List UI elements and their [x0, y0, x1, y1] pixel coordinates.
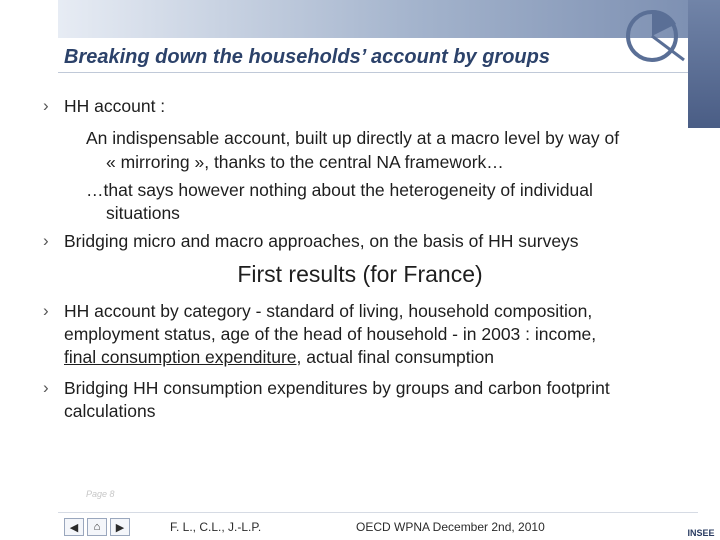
pie-logo-icon	[612, 2, 698, 72]
final-consumption-expenditure-text: final consumption expenditure	[64, 347, 297, 367]
sub-line-4: situations	[106, 203, 180, 223]
footer-authors: F. L., C.L., J.-L.P.	[170, 520, 262, 534]
page-number: Page 8	[86, 489, 115, 499]
bullet-hh-account: HH account :	[64, 96, 166, 116]
bullet-marker-4: ›	[43, 378, 49, 397]
next-arrow-icon: ▶	[115, 521, 125, 534]
actual-final-consumption-text: , actual final consumption	[296, 347, 494, 367]
bullet-marker-2: ›	[43, 231, 49, 250]
bullet-hh-category-line-2: employment status, age of the head of household - in 2003 : income,	[64, 324, 597, 344]
bullet-hh-category-line-1: HH account by category - standard of living, household composition,	[64, 301, 593, 321]
footer-event: OECD WPNA December 2nd, 2010	[356, 520, 545, 534]
prev-arrow-icon: ◀	[69, 521, 79, 534]
bullet-marker-1: ›	[43, 96, 49, 115]
home-icon: ⌂	[93, 521, 101, 533]
home-button[interactable]	[87, 518, 107, 536]
slide-title: Breaking down the households’ account by groups	[64, 46, 550, 68]
sub-line-1: An indispensable account, built up directly at a macro level by way of	[86, 128, 620, 148]
subheading-first-results: First results (for France)	[237, 261, 483, 287]
bullet-marker-3: ›	[43, 301, 49, 320]
bullet-carbon-line-1: Bridging HH consumption expenditures by groups and carbon footprint	[64, 378, 610, 398]
footer-divider	[58, 512, 698, 513]
title-divider	[58, 72, 688, 73]
bullet-carbon-line-2: calculations	[64, 401, 156, 421]
bullet-hh-category-line-3	[64, 347, 494, 367]
sub-line-2: « mirroring », thanks to the central NA framework…	[106, 152, 504, 172]
next-slide-button[interactable]	[110, 518, 130, 536]
sub-line-3: …that says however nothing about the heterogeneity of individual	[86, 180, 593, 200]
prev-slide-button[interactable]	[64, 518, 84, 536]
insee-logo: INSEE	[687, 528, 715, 538]
bullet-bridging-micro-macro: Bridging micro and macro approaches, on the basis of HH surveys	[64, 231, 579, 251]
